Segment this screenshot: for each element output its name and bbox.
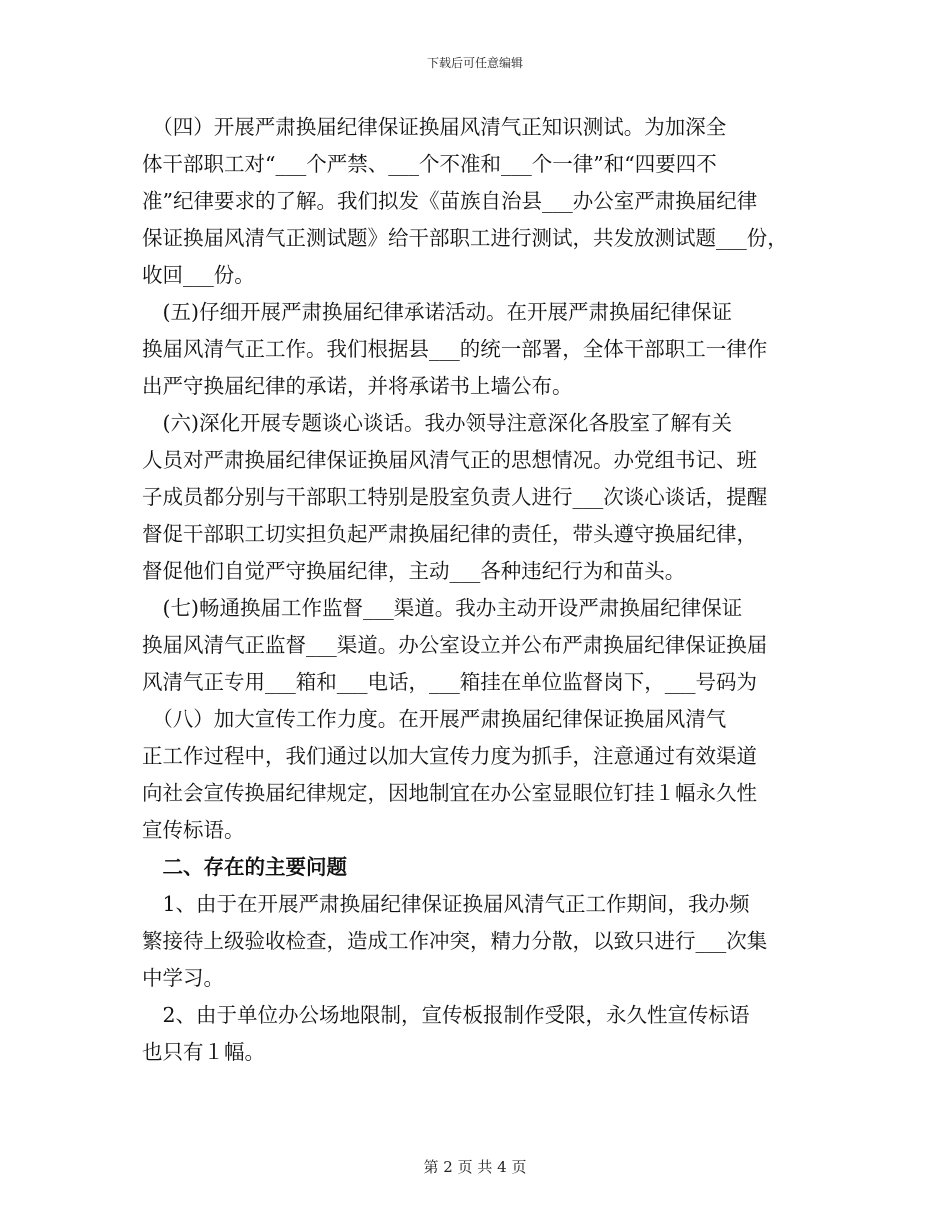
paragraph-line: (七)畅通换届工作监督___渠道。我办主动开设严肃换届纪律保证 [142, 596, 743, 620]
paragraph-line: 督促他们自觉严守换届纪律，主动___各种违纪行为和苗头。 [142, 559, 686, 583]
paragraph-line: 中学习。 [142, 966, 224, 990]
paragraph-line: 收回___份。 [142, 263, 255, 287]
paragraph-line: 换届风清气正监督___渠道。办公室设立并公布严肃换届纪律保证换届 [142, 633, 768, 657]
paragraph-line: 体干部职工对“___个严禁、___个不准和___个一律”和“四要四不 [142, 152, 717, 176]
paragraph-line: 向社会宣传换届纪律规定，因地制宜在办公室显眼位钉挂１幅永久性 [142, 781, 757, 805]
page-header-note: 下载后可任意编辑 [426, 56, 523, 70]
paragraph-line: （四）开展严肃换届纪律保证换届风清气正知识测试。为加深全 [142, 115, 727, 139]
paragraph-line: (六)深化开展专题谈心谈话。我办领导注意深化各股室了解有关 [142, 411, 732, 435]
paragraph-line: 人员对严肃换届纪律保证换届风清气正的思想情况。办党组书记、班 [142, 448, 757, 472]
paragraph-line: 正工作过程中，我们通过以加大宣传力度为抓手，注意通过有效渠道 [142, 744, 757, 768]
paragraph-line: 准”纪律要求的了解。我们拟发《苗族自治县___办公室严肃换届纪律 [142, 189, 758, 213]
paragraph-line: 1、由于在开展严肃换届纪律保证换届风清气正工作期间，我办频 [142, 892, 750, 916]
paragraph-line: 换届风清气正工作。我们根据县___的统一部署，全体干部职工一律作 [142, 337, 768, 361]
page-number: 第 2 页 共 4 页 [423, 1158, 527, 1176]
paragraph-line: 出严守换届纪律的承诺，并将承诺书上墙公布。 [142, 374, 573, 398]
paragraph-line: (五)仔细开展严肃换届纪律承诺活动。在开展严肃换届纪律保证 [142, 300, 732, 324]
section-heading: 二、存在的主要问题 [142, 855, 347, 879]
paragraph-line: 保证换届风清气正测试题》给干部职工进行测试，共发放测试题___份， [142, 226, 788, 250]
paragraph-line: 宣传标语。 [142, 818, 245, 842]
paragraph-line: 子成员都分别与干部职工特别是股室负责人进行___次谈心谈话，提醒 [142, 485, 768, 509]
paragraph-line: 风清气正专用___箱和___电话，___箱挂在单位监督岗下，___号码为 [142, 670, 757, 694]
paragraph-line: 2、由于单位办公场地限制，宣传板报制作受限，永久性宣传标语 [142, 1003, 750, 1027]
paragraph-line: 督促干部职工切实担负起严肃换届纪律的责任，带头遵守换届纪律， [142, 522, 757, 546]
paragraph-line: 繁接待上级验收检查，造成工作冲突，精力分散，以致只进行___次集 [142, 929, 768, 953]
paragraph-line: （八）加大宣传工作力度。在开展严肃换届纪律保证换届风清气 [142, 707, 727, 731]
paragraph-line: 也只有１幅。 [142, 1040, 265, 1064]
